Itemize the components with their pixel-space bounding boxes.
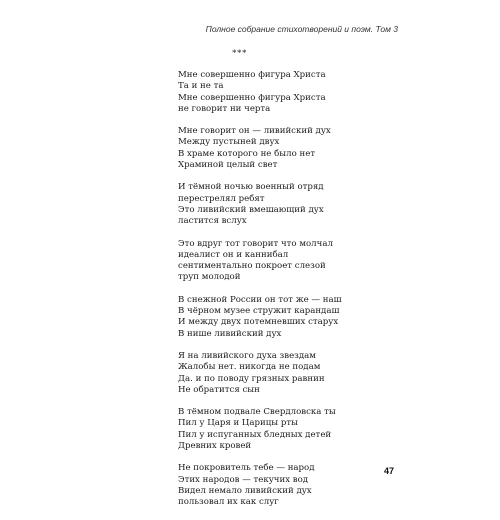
poem-line: не говорит ни черта (178, 103, 271, 114)
poem-line: перестрелял ребят (178, 193, 265, 204)
running-header: Полное собрание стихотворений и поэм. Том 3 (205, 24, 398, 34)
stanza (178, 463, 418, 508)
stanza (178, 407, 418, 452)
poem-line: идеалист он и каннибал (178, 249, 289, 260)
stanza (178, 126, 418, 171)
page-number: 47 (383, 466, 394, 476)
poem-line: Та и не та (178, 81, 224, 92)
poem-line: Пил у испуганных бледных детей (178, 429, 332, 440)
stanza (178, 239, 418, 284)
poem-line: Пил у Царя и Царицы рты (178, 418, 298, 429)
poem (178, 70, 418, 520)
poem-line: сентиментально покроет слезой (178, 261, 326, 272)
poem-line: Мне совершенно фигура Христа (178, 92, 326, 103)
poem-line: Храминой целый свет (178, 160, 278, 171)
poem-line: Я на ливийского духа звездам (178, 350, 316, 361)
poem-line: пользовал их как слуг (178, 497, 279, 508)
poem-line: Не обратится сын (178, 384, 260, 395)
stanza (178, 295, 418, 340)
poem-line: Да. и по поводу грязных равнин (178, 373, 325, 384)
poem-line: Этих народов — текучих вод (178, 474, 309, 485)
stanza (178, 70, 418, 115)
poem-line: труп молодой (178, 272, 241, 283)
poem-line: Между пустыней двух (178, 137, 280, 148)
poem-line: В нише ливийский дух (178, 328, 282, 339)
stanza (178, 351, 418, 396)
poem-line: И тёмной ночью военный отряд (178, 182, 324, 193)
poem-line: И между двух потемневших старух (178, 317, 339, 328)
stanza (178, 182, 418, 227)
poem-line: Видел немало ливийский дух (178, 485, 312, 496)
poem-line: Мне говорит он — ливийский дух (178, 126, 331, 137)
poem-line: В чёрном музее стружит карандаш (178, 306, 340, 317)
poem-line: Не покровитель тебе — народ (178, 463, 315, 474)
poem-line: В храме которого не было нет (178, 148, 316, 159)
poem-line: В снежной России он тот же — наш (178, 294, 342, 305)
poem-line: Жалобы нет. никогда не подам (178, 362, 321, 373)
poem-line: Это ливийский вмешающий дух (178, 204, 324, 215)
poem-line: Древних кровей (178, 441, 252, 452)
poem-line: Это вдруг тот говорит что молчал (178, 238, 333, 249)
poem-line: В тёмном подвале Свердловска ты (178, 407, 336, 418)
poem-line: Мне совершенно фигура Христа (178, 70, 326, 80)
section-ornament: *** (232, 48, 247, 58)
poem-line: ластится вслух (178, 216, 247, 227)
